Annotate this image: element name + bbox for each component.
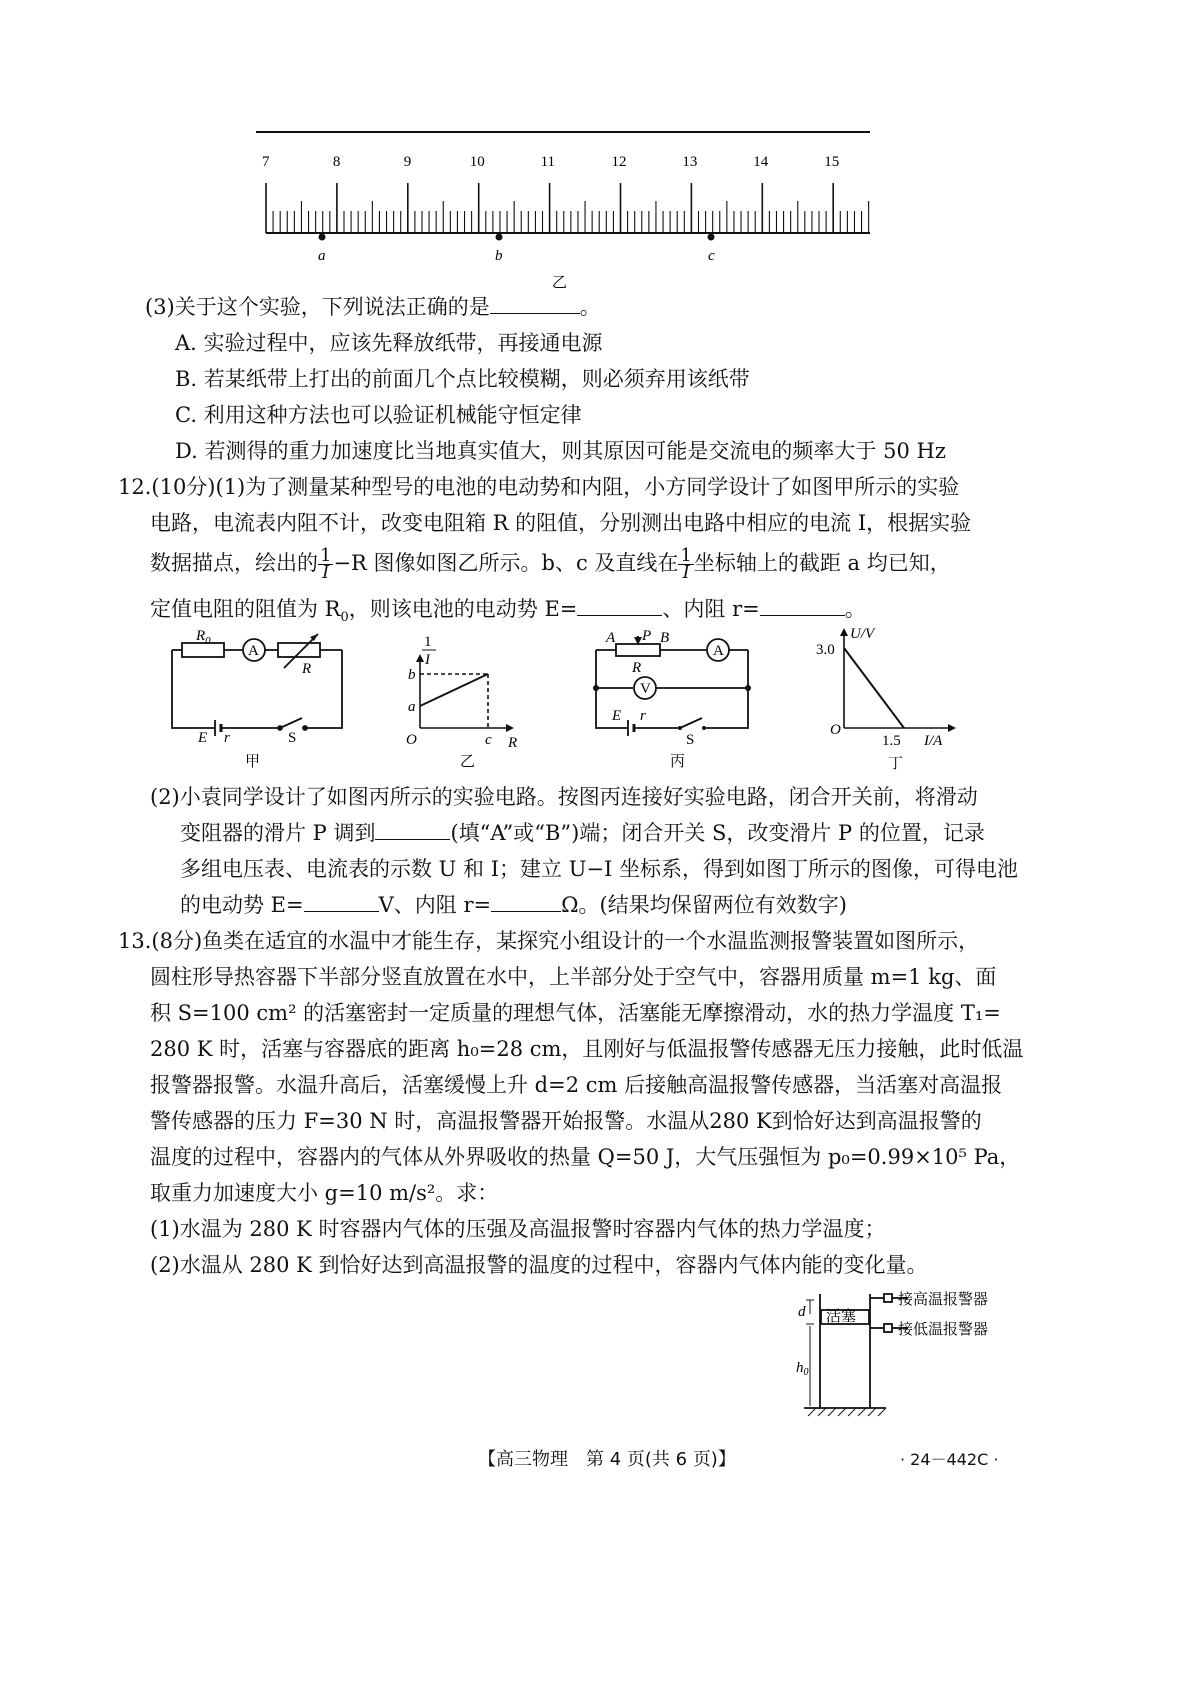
emf-answer-blank[interactable] xyxy=(577,595,662,616)
ruler-tick-label: 11 xyxy=(540,154,556,170)
q13-line-2: 圆柱形导热容器下半部分竖直放置在水中，上半部分处于空气中，容器用质量 m=1 kg、面 xyxy=(150,965,997,989)
s-label: S xyxy=(288,730,297,746)
q11-3-option-a: A. 实验过程中，应该先释放纸带，再接通电源 xyxy=(175,331,603,355)
point-c-dot xyxy=(708,234,715,241)
q13-line-5: 报警器报警。水温升高后，活塞缓慢上升 d=2 cm 后接触高温报警传感器，当活塞对高温报 xyxy=(150,1073,1003,1097)
point-a-dot xyxy=(319,234,326,241)
q13-line-1: 13.(8分)鱼类在适宜的水温中才能生存，某探究小组设计的一个水温监测报警装置如图所示， xyxy=(118,929,980,953)
point-c-label: c xyxy=(708,248,715,264)
ammeter-letter-bing: A xyxy=(713,643,724,659)
u-i-line xyxy=(844,648,904,728)
origin-ding: O xyxy=(830,722,841,738)
y-tick-3: 3.0 xyxy=(816,642,835,658)
ruler-tick-label: 10 xyxy=(469,154,485,170)
ruler-tick-label: 13 xyxy=(682,154,698,170)
fraction-1-over-I-2: $\frac{1}{I}$ xyxy=(680,545,692,583)
q11-3-stem: (3)关于这个实验，下列说法正确的是 。 xyxy=(145,295,601,319)
ruler-tick-label: 14 xyxy=(753,154,769,170)
r0-label: $R_0$ xyxy=(196,628,211,647)
ruler-tick-label: 12 xyxy=(611,154,627,170)
r-value-blank[interactable] xyxy=(491,891,561,912)
ruler-tick-label: 7 xyxy=(262,154,270,170)
A-end-label: A xyxy=(606,630,616,646)
piston-label: 活塞 xyxy=(826,1307,857,1325)
ruler-tick-label: 15 xyxy=(824,154,840,170)
ruler-ticks xyxy=(266,183,869,233)
footer-code: · 24－442C · xyxy=(900,1450,999,1469)
q12-2-line-4: 的电动势 E= V、内阻 r= Ω。(结果均保留两位有效数字) xyxy=(180,893,847,917)
a-label: a xyxy=(408,699,416,715)
footer-page-info: 【高三物理 第 4 页(共 6 页)】 xyxy=(478,1449,736,1470)
ruler-figure xyxy=(250,120,880,290)
R-axis-label: R xyxy=(508,735,518,751)
q12-line-3: 数据描点，绘出的 $\frac{1}{I}$ −R 图像如图乙所示。b、c 及直线在 $\frac{1}{I}$ 坐标轴上的截距 a 均已知， xyxy=(150,545,951,583)
q13-line-8: 取重力加速度大小 g=10 m/s²。求： xyxy=(150,1181,499,1205)
R-label-bing: R xyxy=(632,660,642,676)
fraction-1-over-I: $\frac{1}{I}$ xyxy=(320,545,332,583)
c-label: c xyxy=(485,732,492,748)
ruler-caption: 乙 xyxy=(552,273,568,290)
q13-sub-2: (2)水温从 280 K 到恰好达到高温报警的温度的过程中，容器内气体内能的变化量。 xyxy=(150,1253,928,1277)
x-tick-1-5: 1.5 xyxy=(882,733,901,749)
ruler-tick-labels xyxy=(262,154,839,170)
point-b-dot xyxy=(496,234,503,241)
q13-sub-1: (1)水温为 280 K 时容器内气体的压强及高温报警时容器内气体的热力学温度； xyxy=(150,1217,886,1241)
q13-line-6: 警传感器的压力 F=30 N 时，高温报警器开始报警。水温从280 K到恰好达到高温报警的 xyxy=(150,1109,982,1133)
point-b-label: b xyxy=(495,248,503,264)
small-r-label: r xyxy=(224,730,230,746)
rheostat-r xyxy=(616,644,660,656)
r-label: R xyxy=(302,661,312,677)
chart-ding xyxy=(812,618,972,778)
low-alarm-label: 接低温报警器 xyxy=(898,1320,989,1338)
ylabel-num: 1 xyxy=(424,634,432,650)
caption-ding: 丁 xyxy=(888,754,904,772)
ruler-tick-label: 8 xyxy=(332,154,341,170)
q12-line-1: 12.(10分)(1)为了测量某种型号的电池的电动势和内阻，小方同学设计了如图甲所示的实验 xyxy=(118,475,960,499)
graph-yi xyxy=(392,628,542,778)
ylabel-ding: U/V xyxy=(850,626,875,642)
P-label: P xyxy=(642,628,652,644)
resistor-r0 xyxy=(182,643,224,657)
B-end-label: B xyxy=(660,630,670,646)
q12-2-line-2: 变阻器的滑片 P 调到 (填“A”或“B”)端；闭合开关 S，改变滑片 P 的位置，记录 xyxy=(180,821,985,845)
q12-2-line-3: 多组电压表、电流表的示数 U 和 I；建立 U−I 坐标系，得到如图丁所示的图像，可得电池 xyxy=(180,857,1018,881)
r-label-bing: r xyxy=(640,708,646,724)
circuit-bing xyxy=(588,628,768,778)
h0-label: $h_0$ xyxy=(796,1360,809,1378)
internal-resistance-answer-blank[interactable] xyxy=(760,595,845,616)
q11-3-option-c: C. 利用这种方法也可以验证机械能守恒定律 xyxy=(175,403,582,427)
point-a-label: a xyxy=(318,248,326,264)
circuit-jia xyxy=(160,628,360,778)
origin-label: O xyxy=(406,732,417,748)
voltmeter-letter: V xyxy=(640,681,651,697)
ammeter-letter: A xyxy=(248,643,259,659)
d-label: d xyxy=(798,1304,806,1320)
ruler-tick-label: 9 xyxy=(403,154,412,170)
caption-yi: 乙 xyxy=(460,752,476,770)
q12-2-line-1: (2)小袁同学设计了如图丙所示的实验电路。按图丙连接好实验电路，闭合开关前，将滑动 xyxy=(150,785,978,809)
caption-bing: 丙 xyxy=(670,752,686,770)
resistance-box-r xyxy=(278,643,320,657)
line-1-over-I-vs-R xyxy=(420,674,488,706)
e-label: E xyxy=(198,730,208,746)
q11-3-option-b: B. 若某纸带上打出的前面几个点比较模糊，则必须弃用该纸带 xyxy=(175,367,750,391)
slider-end-answer-blank[interactable] xyxy=(375,819,450,840)
emf-value-blank[interactable] xyxy=(304,891,379,912)
xlabel-ding: I/A xyxy=(924,733,943,749)
q12-line-2: 电路，电流表内阻不计，改变电阻箱 R 的阻值，分别测出电路中相应的电流 I，根据实验 xyxy=(150,511,972,535)
S-label-bing: S xyxy=(686,732,695,748)
q12-line-4: 定值电阻的阻值为 $R_0$，则该电池的电动势 E= 、内阻 r= 。 xyxy=(150,597,866,626)
switch-s xyxy=(280,718,302,728)
b-label: b xyxy=(408,667,416,683)
q11-3-option-d: D. 若测得的重力加速度比当地真实值大，则其原因可能是交流电的频率大于 50 Hz xyxy=(175,439,946,463)
switch-s-bing xyxy=(680,718,702,728)
caption-jia: 甲 xyxy=(245,752,261,770)
alarm-device-figure xyxy=(790,1290,1020,1430)
q13-line-7: 温度的过程中，容器内的气体从外界吸收的热量 Q=50 J，大气压强恒为 p₀=0.99×10⁵ Pa， xyxy=(150,1145,1021,1169)
q11-3-answer-blank[interactable] xyxy=(490,293,580,314)
E-label-bing: E xyxy=(612,708,622,724)
q13-line-4: 280 K 时，活塞与容器底的距离 h₀=28 cm，且刚好与低温报警传感器无压力接触，此时低温 xyxy=(150,1037,1024,1061)
q13-line-3: 积 S=100 cm² 的活塞密封一定质量的理想气体，活塞能无摩擦滑动，水的热力学温度 T₁= xyxy=(150,1001,1001,1025)
high-alarm-label: 接高温报警器 xyxy=(898,1290,989,1308)
ylabel-den: I xyxy=(425,652,430,668)
